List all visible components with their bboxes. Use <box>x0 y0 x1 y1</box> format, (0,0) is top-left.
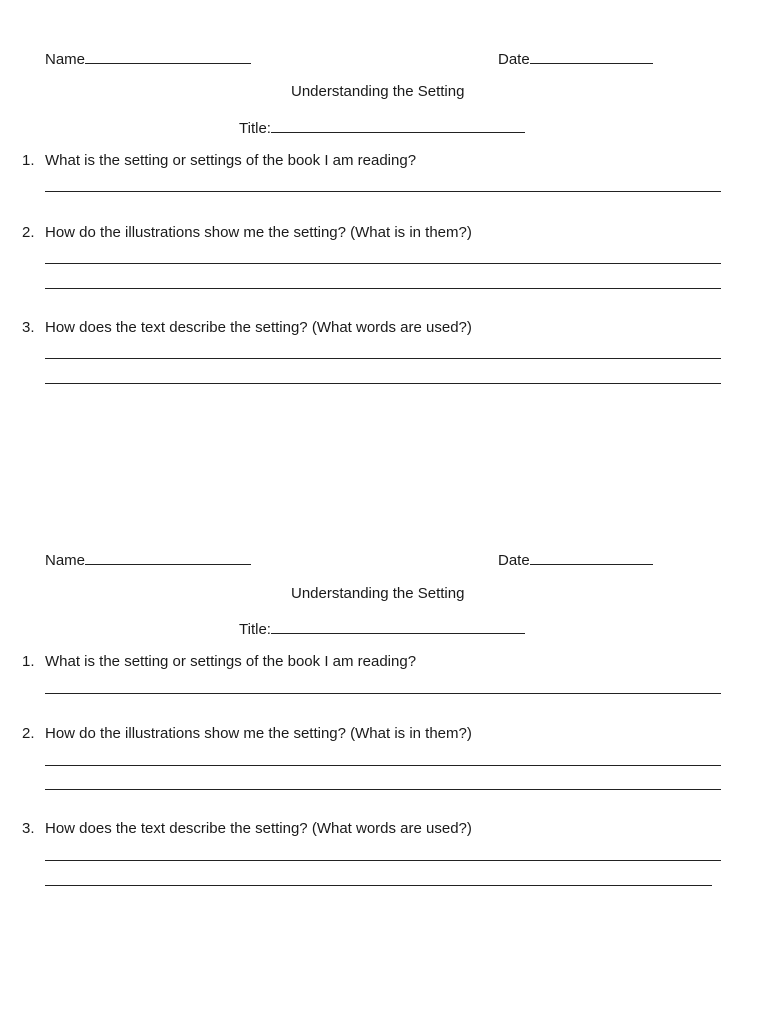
question-text: What is the setting or settings of the book I am reading? <box>45 653 417 670</box>
answer-line[interactable] <box>45 358 721 359</box>
answer-line[interactable] <box>45 765 721 766</box>
question-text: What is the setting or settings of the book I am reading? <box>45 152 417 169</box>
answer-line[interactable] <box>45 263 721 264</box>
book-title-label: Title: <box>239 621 271 638</box>
book-title-blank[interactable] <box>271 619 525 634</box>
question-text: How do the illustrations show me the setting? (What is in them?) <box>45 725 472 742</box>
question-number: 3. <box>22 319 35 336</box>
page-title: Understanding the Setting <box>291 585 465 602</box>
date-field[interactable] <box>498 49 653 69</box>
answer-line[interactable] <box>45 693 721 694</box>
question-number: 2. <box>22 224 35 241</box>
page-title: Understanding the Setting <box>291 83 465 100</box>
date-field[interactable] <box>498 550 653 570</box>
answer-line[interactable] <box>45 789 721 790</box>
answer-line[interactable] <box>45 191 721 192</box>
question-number: 3. <box>22 820 35 837</box>
question-number: 2. <box>22 725 35 742</box>
book-title-label: Title: <box>239 120 271 137</box>
name-field[interactable] <box>45 49 251 69</box>
question-number: 1. <box>22 152 35 169</box>
question-text: How does the text describe the setting? (What words are used?) <box>45 820 472 837</box>
answer-line[interactable] <box>45 885 712 886</box>
name-blank[interactable] <box>85 550 251 565</box>
answer-line[interactable] <box>45 860 721 861</box>
name-label: Name <box>45 552 86 569</box>
name-blank[interactable] <box>85 49 251 64</box>
book-title-blank[interactable] <box>271 118 525 133</box>
name-field[interactable] <box>45 550 251 570</box>
question-text: How does the text describe the setting? (What words are used?) <box>45 319 472 336</box>
date-label: Date <box>498 51 530 68</box>
answer-line[interactable] <box>45 288 721 289</box>
book-title-field[interactable] <box>239 619 525 639</box>
date-label: Date <box>498 552 530 569</box>
answer-line[interactable] <box>45 383 721 384</box>
date-blank[interactable] <box>530 49 653 64</box>
name-label: Name <box>45 51 86 68</box>
book-title-field[interactable] <box>239 118 525 138</box>
date-blank[interactable] <box>530 550 653 565</box>
question-text: How do the illustrations show me the setting? (What is in them?) <box>45 224 472 241</box>
question-number: 1. <box>22 653 35 670</box>
